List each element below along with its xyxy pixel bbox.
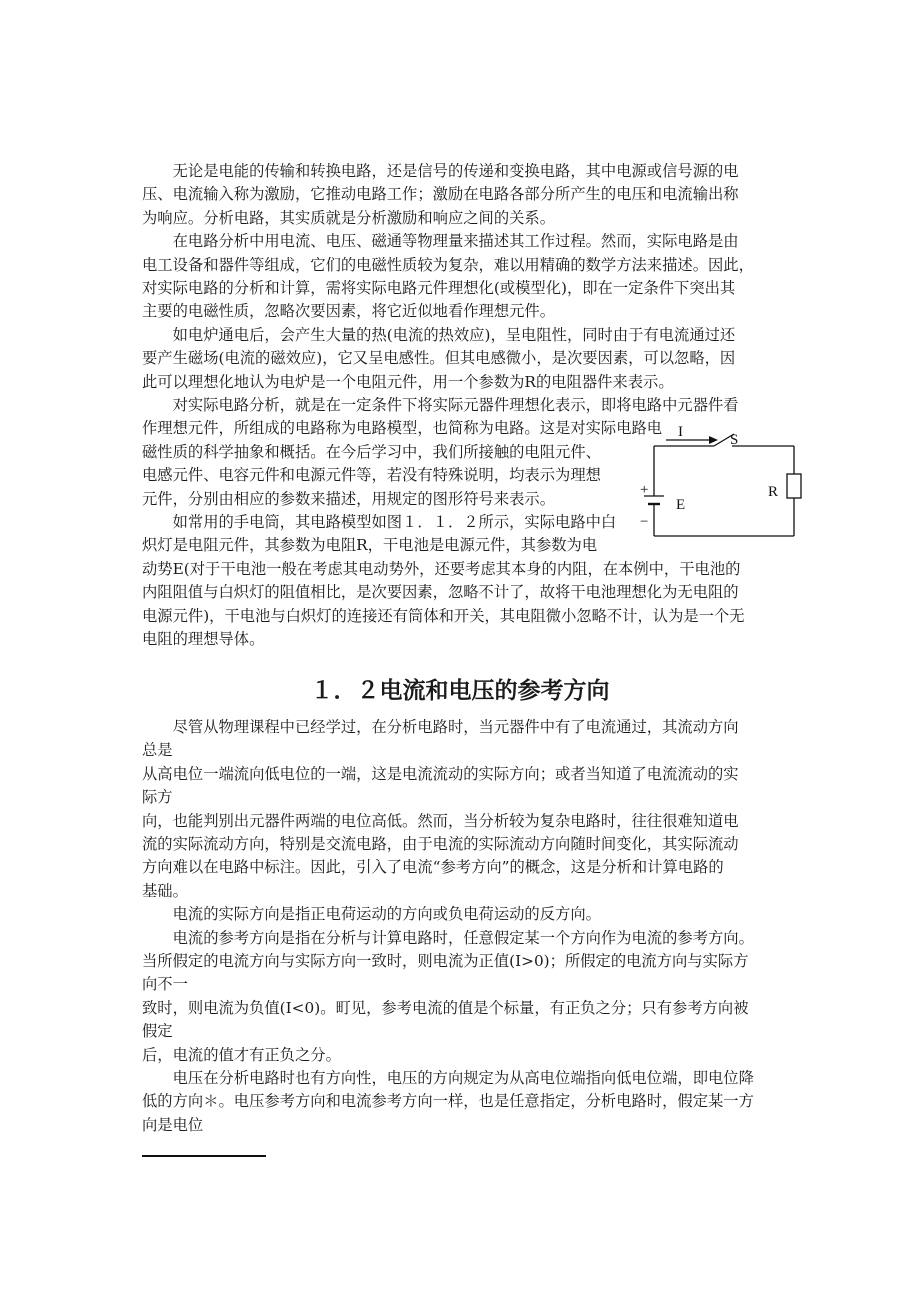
text-line: 低的方向＊。电压参考方向和电流参考方向一样，也是任意指定，分析电路时，假定某一方	[142, 1092, 754, 1111]
text-line: 如常用的手电筒，其电路模型如图１．１．２所示，实际电路中白	[142, 513, 617, 531]
text-line: 无论是电能的传输和转换电路，还是信号的传递和变换电路，其中电源或信号源的电	[142, 162, 739, 180]
switch-label: S	[730, 432, 739, 448]
plus-sign: +	[640, 482, 649, 498]
text-line: 炽灯是电阻元件，其参数为电阻R，干电池是电源元件，其参数为电	[142, 536, 598, 555]
text-line: 流的实际流动方向，特别是交流电路，由于电流的实际流动方向随时间变化，其实际流动	[142, 835, 739, 853]
minus-sign: −	[640, 514, 649, 530]
text-line: 如电炉通电后，会产生大量的热(电流的热效应)，呈电阻性，同时由于有电流通过还	[142, 325, 736, 344]
text-line: 磁性质的科学抽象和概括。在今后学习中，我们所接触的电阻元件、	[142, 442, 601, 461]
text-line: 后，电流的值才有正负之分。	[142, 1045, 341, 1064]
text-line: 为响应。分析电路，其实质就是分析激励和响应之间的关系。	[142, 208, 556, 227]
current-label: I	[678, 424, 683, 440]
text-line: 元件，分别由相应的参数来描述，用规定的图形符号来表示。	[142, 489, 556, 508]
text-line: 向是电位	[142, 1115, 204, 1134]
text-line: 总是	[142, 741, 173, 760]
text-line: 电流的参考方向是指在分析与计算电路时，任意假定某一个方向作为电流的参考方向。	[142, 928, 754, 947]
emf-label: E	[676, 497, 686, 513]
text-line: 致时，则电流为负值(I<0)。町见，参考电流的值是个标量，有正负之分；只有参考方向被	[142, 998, 749, 1017]
text-line: 从高电位一端流向低电位的一端，这是电流流动的实际方向；或者当知道了电流流动的实	[142, 764, 739, 783]
text-line: 电感元件、电容元件和电源元件等，若没有特殊说明，均表示为理想	[142, 466, 601, 485]
flashlight-circuit-diagram	[630, 420, 810, 540]
resistor-symbol	[787, 474, 801, 498]
text-line: 假定	[142, 1022, 173, 1041]
text-line: 压、电流输入称为激励，它推动电路工作；激励在电路各部分所产生的电压和电流输出称	[142, 185, 739, 204]
text-line: 基础。	[142, 881, 188, 900]
text-line: 作理想元件，所组成的电路称为电路模型，也简称为电路。这是对实际电路电	[142, 419, 663, 438]
text-line: 对实际电路分析，就是在一定条件下将实际元器件理想化表示，即将电路中元器件看	[142, 396, 739, 414]
text-line: 要产生磁场(电流的磁效应)，它又呈电感性。但其电感微小，是次要因素，可以忽略，因	[142, 349, 736, 368]
section-heading: １．２电流和电压的参考方向	[310, 678, 610, 704]
text-line: 际方	[142, 788, 173, 807]
text-line: 内阻阻值与白炽灯的阻值相比，是次要因素，忽略不计了，故将干电池理想化为无电阻的	[142, 583, 739, 602]
text-line: 电源元件)，干电池与白炽灯的连接还有筒体和开关，其电阻微小忽略不计，认为是一个无	[142, 606, 745, 625]
text-line: 主要的电磁性质，忽略次要因素，将它近似地看作理想元件。	[142, 302, 556, 321]
text-line: 当所假定的电流方向与实际方向一致时，则电流为正值(I>0)；所假定的电流方向与实际方	[142, 952, 749, 970]
resistor-label: R	[768, 484, 779, 500]
text-line: 动势E(对于干电池一般在考虑其电动势外，还要考虑其本身的内阻，在本例中，干电池的	[142, 559, 741, 578]
text-line: 向，也能判别出元器件两端的电位高低。然而，当分析较为复杂电路时，往往很难知道电	[142, 811, 739, 830]
text-line: 向不一	[142, 975, 188, 994]
text-line: 在电路分析中用电流、电压、磁通等物理量来描述其工作过程。然而，实际电路是由	[142, 232, 739, 251]
current-arrow-head	[709, 436, 718, 444]
text-line: 此可以理想化地认为电炉是一个电阻元件，用一个参数为R的电阻器件来表示。	[142, 372, 674, 391]
text-line: 电流的实际方向是指正电荷运动的方向或负电荷运动的反方向。	[142, 905, 601, 924]
text-line: 电压在分析电路时也有方向性，电压的方向规定为从高电位端指向低电位端，即电位降	[142, 1069, 754, 1087]
text-line: 电阻的理想导体。	[142, 630, 265, 648]
footnote-divider	[142, 1155, 266, 1157]
text-line: 电工设备和器件等组成，它们的电磁性质较为复杂，难以用精确的数学方法来描述。因此，	[142, 255, 754, 274]
text-line: 对实际电路的分析和计算，需将实际电路元件理想化(或模型化)，即在一定条件下突出其	[142, 279, 736, 297]
text-line: 方向难以在电路中标注。因此，引入了电流“参考方向”的概念，这是分析和计算电路的	[142, 858, 724, 877]
text-line: 尽管从物理课程中已经学过，在分析电路时，当元器件中有了电流通过，其流动方向	[142, 718, 739, 736]
